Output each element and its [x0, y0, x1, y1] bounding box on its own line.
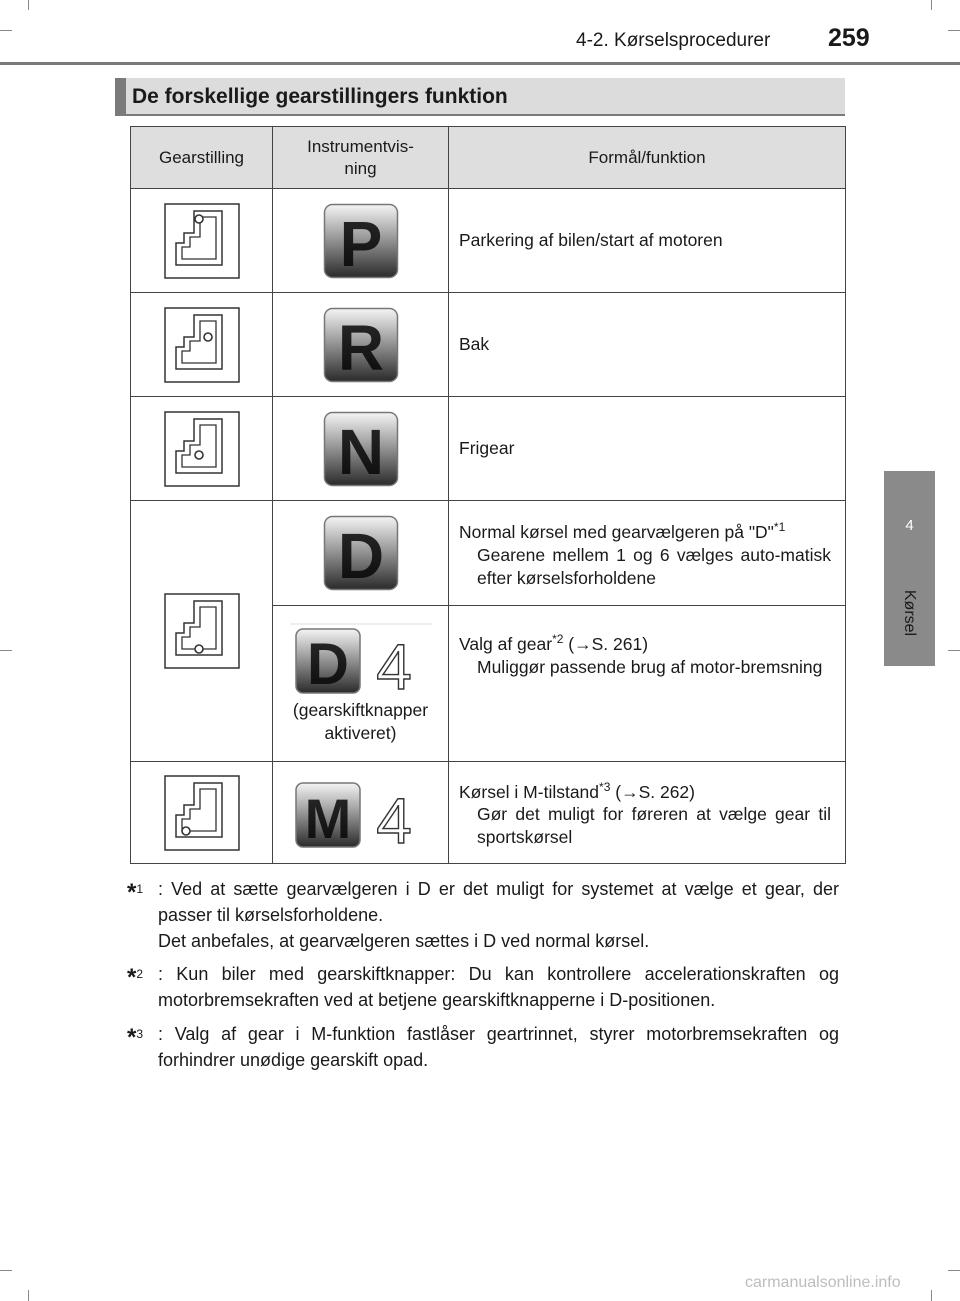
section-title-accent: [115, 78, 126, 114]
footnote-ref: *2: [552, 632, 564, 646]
header-instrument-display: Instrumentvis- ning: [273, 127, 449, 189]
footnote-text: : Valg af gear i M-funktion fastlåser geartrinnet, styrer motorbremsekraften og forhindrer unødige gearskift opad.: [158, 1024, 839, 1070]
gear-n-indicator-icon: [323, 411, 399, 487]
footnote-ref: *3: [599, 779, 611, 794]
indicator-cell: [273, 397, 449, 501]
header-purpose-function: Formål/funktion: [449, 127, 846, 189]
section-title: De forskellige gearstillingers funktion: [132, 85, 508, 108]
crop-mark: [948, 30, 960, 31]
footnote-star: *: [127, 964, 137, 991]
indicator-cell: [273, 189, 449, 293]
crop-mark: [0, 30, 12, 31]
footnote-3: [127, 1021, 839, 1073]
crop-mark: [28, 0, 29, 10]
shift-gate-n-icon: [164, 411, 240, 487]
shift-gate-cell: [131, 189, 273, 293]
shift-gate-cell: [131, 762, 273, 864]
function-cell: [449, 762, 846, 864]
header-rule: [0, 62, 960, 65]
gear-number: 4: [375, 784, 412, 849]
shift-gate-p-icon: [164, 203, 240, 279]
function-text: Kørsel i M-tilstand$^{*3}$ (→S. 262): [459, 779, 695, 802]
function-cell: [449, 397, 846, 501]
footnote-star: *: [127, 1024, 137, 1051]
table-row: [131, 397, 846, 501]
gear-m4-indicator-icon: [286, 777, 436, 849]
footnote-text: : Ved at sætte gearvælgeren i D er det muligt for systemet at vælge et gear, der passer til kørselsforholdene. Det anbefales, at gearvælgeren sættes i D ved normal kørsel.: [158, 879, 839, 951]
page-number: 259: [828, 24, 870, 52]
gear-letter: D: [306, 631, 349, 695]
footnote-star: *: [127, 879, 137, 906]
footnote-ref: *1: [773, 520, 786, 535]
gear-letter: R: [337, 311, 384, 383]
function-text: Bak: [459, 334, 490, 354]
chapter-title: 4-2. Kørselsprocedurer: [576, 30, 771, 51]
gear-d-indicator-icon: [323, 515, 399, 591]
shift-gate-cell: [131, 501, 273, 762]
table-row: [131, 189, 846, 293]
footnote-number: 2: [136, 967, 144, 981]
crop-mark: [28, 1290, 29, 1301]
footnote-1: [127, 876, 839, 954]
gear-letter: M: [304, 786, 351, 849]
footnote-2: [127, 961, 839, 1013]
crop-mark: [931, 1290, 932, 1301]
shift-gate-r-icon: [164, 307, 240, 383]
gear-letter: P: [339, 207, 382, 279]
shift-gate-d-icon: [164, 593, 240, 669]
function-cell: [449, 606, 846, 762]
function-cell: [449, 293, 846, 397]
indicator-cell: [273, 762, 449, 864]
gear-letter: D: [337, 520, 384, 591]
table-header-row: [131, 127, 846, 189]
crop-mark: [948, 650, 960, 651]
header-gear-position: Gearstilling: [131, 127, 273, 189]
indicator-caption: (gearskiftknapper aktiveret): [292, 699, 429, 743]
crop-mark: [948, 1270, 960, 1271]
chapter-tab-label: Kørsel: [901, 589, 918, 637]
crop-mark: [931, 0, 932, 10]
gear-number: 4: [375, 630, 412, 695]
function-cell: [449, 189, 846, 293]
footnote-number: 3: [136, 1027, 144, 1041]
footnote-number: 1: [136, 882, 144, 896]
chapter-tab-number: 4: [905, 517, 914, 534]
section-title-underline: [115, 114, 845, 116]
gear-r-indicator-icon: [323, 307, 399, 383]
table-row: [131, 293, 846, 397]
table-row: [131, 762, 846, 864]
shift-gate-cell: [131, 397, 273, 501]
gear-p-indicator-icon: [323, 203, 399, 279]
shift-gate-m-icon: [164, 775, 240, 851]
gear-d4-indicator-icon: [286, 623, 436, 695]
crop-mark: [0, 1270, 12, 1271]
function-text: Parkering af bilen/start af motoren: [459, 230, 723, 250]
gear-letter: N: [337, 415, 384, 487]
shift-gate-cell: [131, 293, 273, 397]
function-text: Valg af gear$^{*2}$ (→S. 261): [459, 632, 649, 654]
table-row: [131, 501, 846, 606]
gear-positions-table: [130, 126, 846, 864]
watermark: carmanualsonline.info: [745, 1274, 901, 1291]
function-subtext: Gør det muligt for føreren at vælge gear til sportskørsel: [477, 804, 831, 848]
function-subtext: Gearene mellem 1 og 6 vælges auto-matisk efter kørselsforholdene: [477, 544, 831, 588]
function-text: Normal kørsel med gearvælgeren på "D"$^{*1}$: [459, 520, 786, 542]
indicator-cell: [273, 606, 449, 762]
indicator-cell: [273, 293, 449, 397]
function-cell: [449, 501, 846, 606]
function-subtext: Muliggør passende brug af motor-bremsning: [477, 656, 823, 677]
footnote-text: : Kun biler med gearskiftknapper: Du kan kontrollere accelerationskraften og motorbremsekraften ved at betjene gearskiftknapperne i D-positionen.: [158, 964, 839, 1010]
function-text: Frigear: [459, 438, 515, 458]
indicator-cell: [273, 501, 449, 606]
crop-mark: [0, 650, 12, 651]
